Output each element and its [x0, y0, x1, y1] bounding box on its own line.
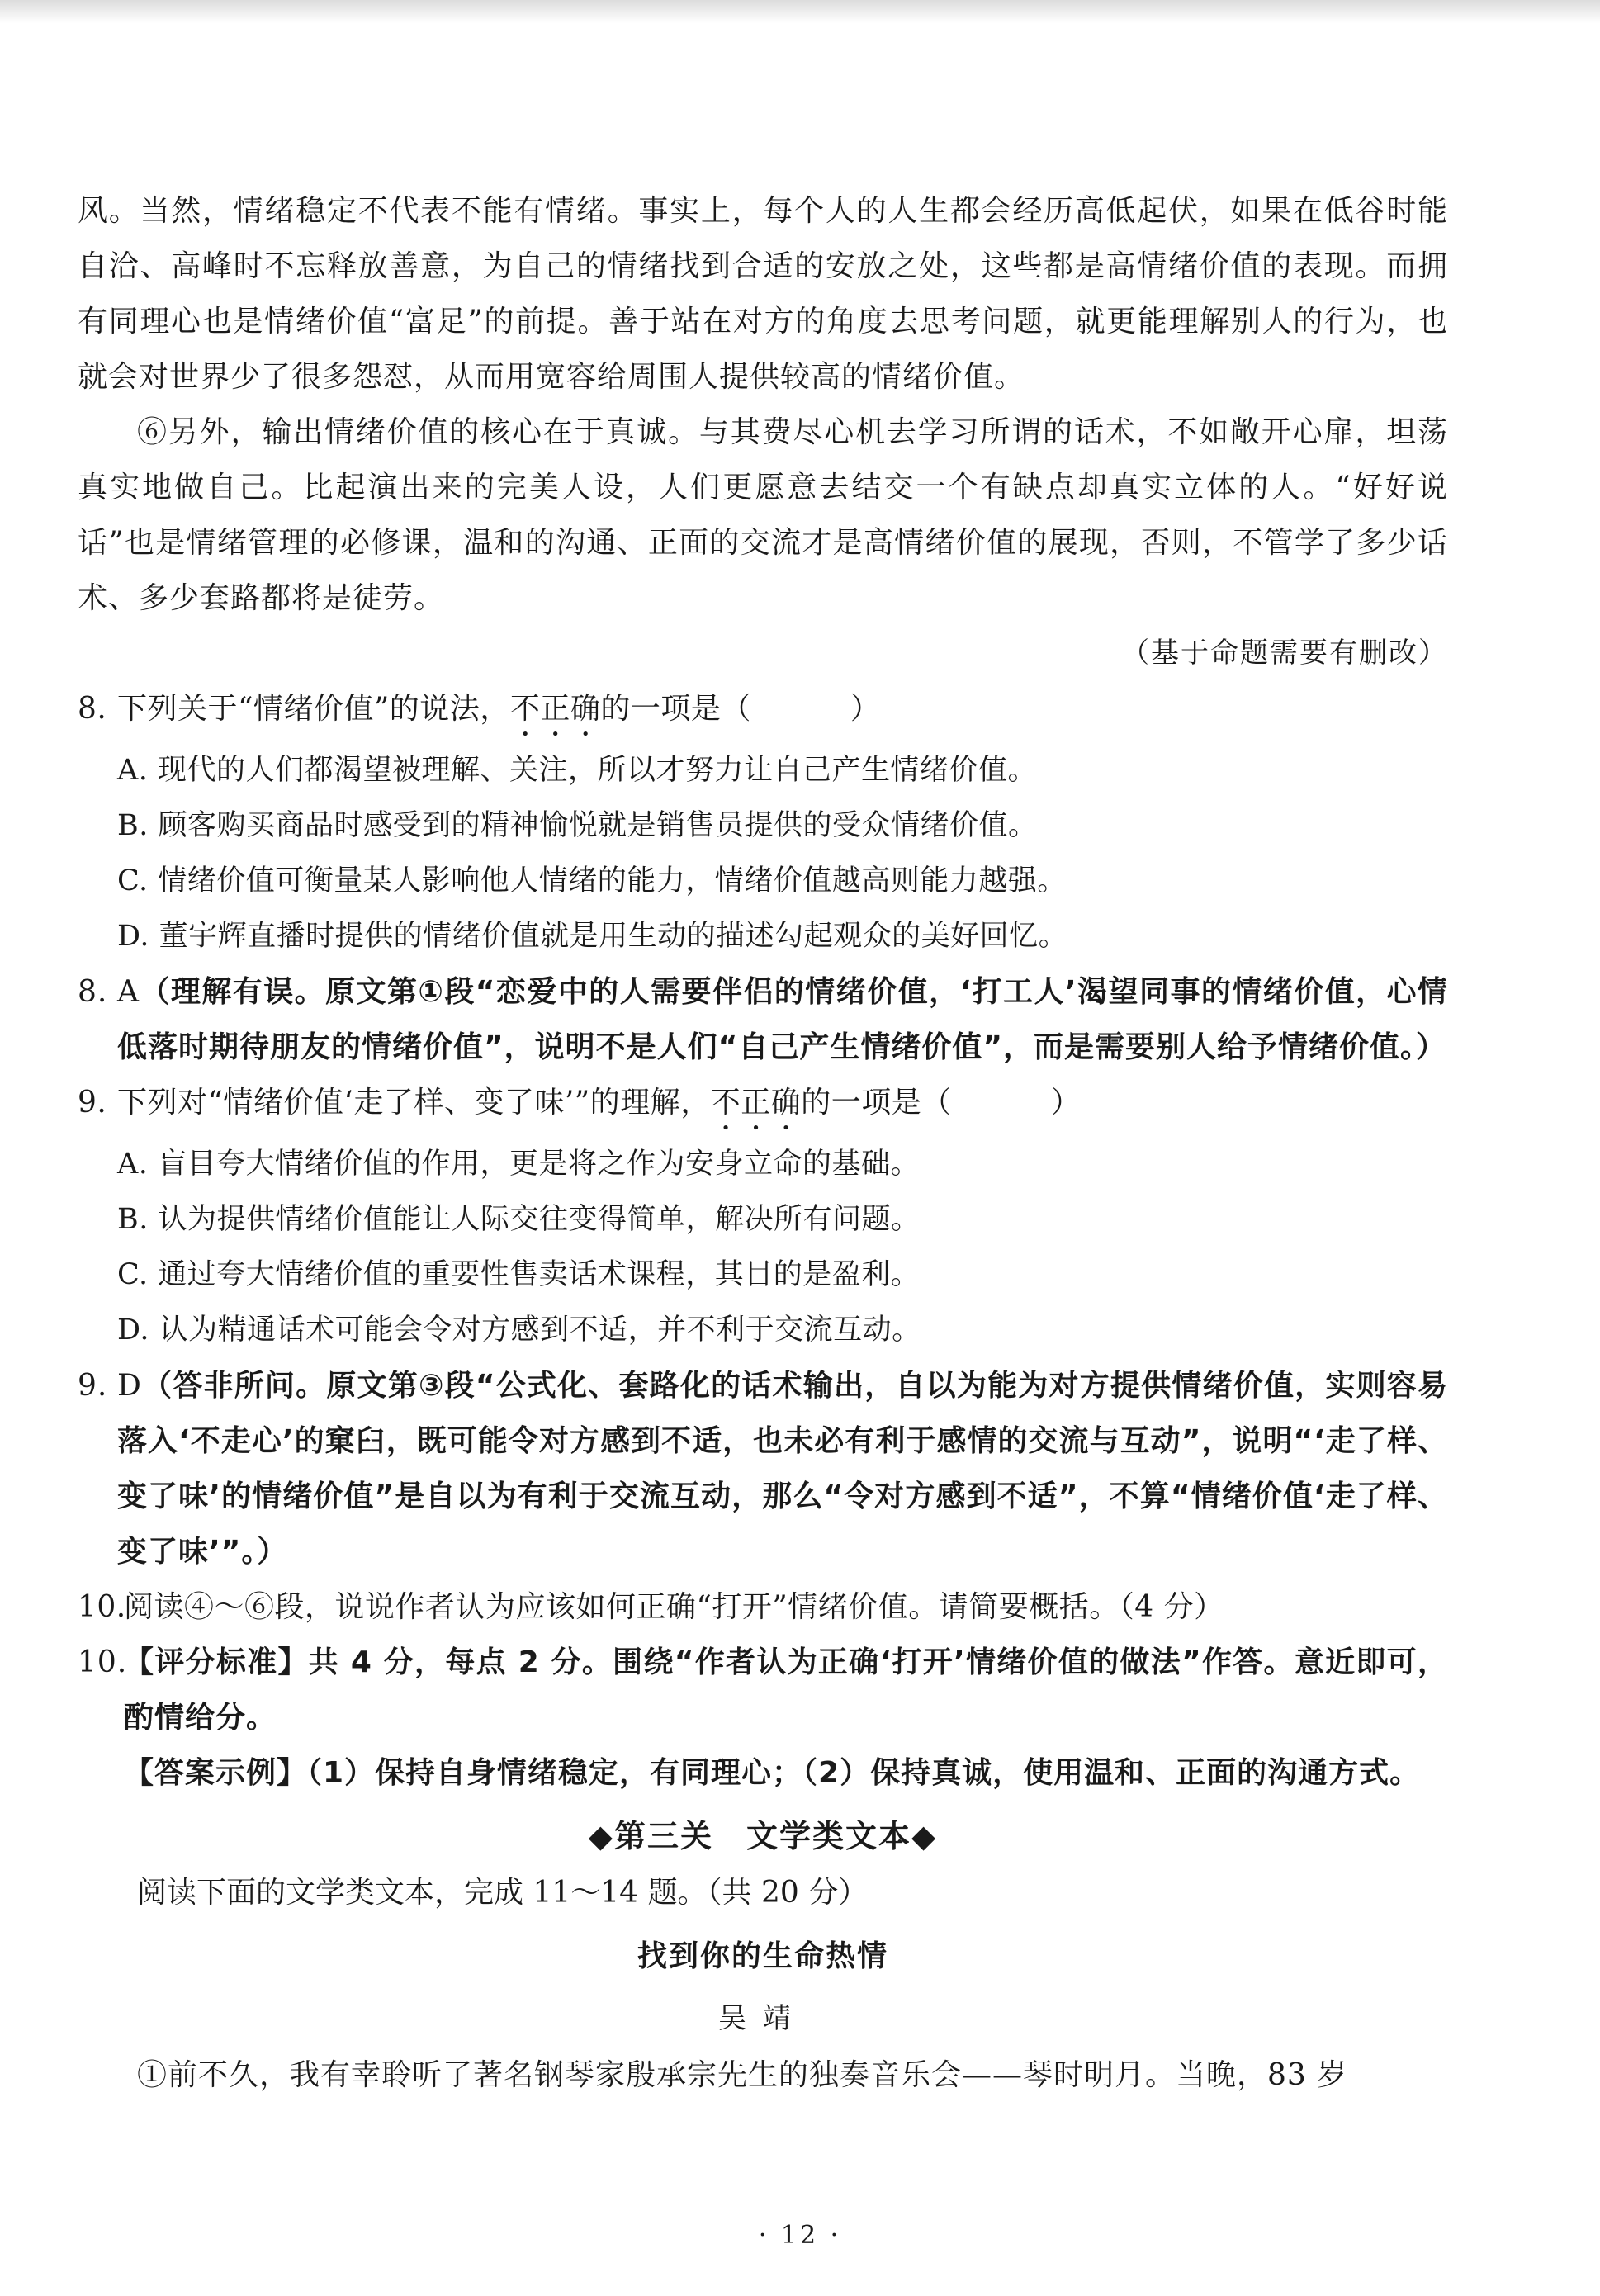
answer-text — [124, 1635, 1448, 1801]
answer-number: 9. — [78, 1369, 108, 1403]
page-number: · 12 · — [758, 2221, 842, 2250]
question-stem: 阅读④～⑥段，说说作者认为应该如何正确“打开”情绪价值。请简要概括。（4 分） — [124, 1590, 1224, 1624]
question-8 — [78, 681, 1448, 743]
question-number: 10. — [78, 1590, 126, 1624]
article-title: 找到你的生命热情 — [637, 1939, 888, 1973]
option-b: B. 顾客购买商品时感受到的精神愉悦就是销售员提供的受众情绪价值。 — [117, 809, 1038, 842]
option-a: A. 盲目夸大情绪价值的作用，更是将之作为安身立命的基础。 — [117, 1148, 921, 1181]
question-9 — [78, 1075, 1448, 1137]
scan-top-edge — [0, 0, 1600, 23]
answer-number: 8. — [78, 975, 108, 1009]
option-c: C. 情绪价值可衡量某人影响他人情绪的能力，情绪价值越高则能力越强。 — [117, 864, 1067, 897]
option-c: C. 通过夸大情绪价值的重要性售卖话术课程，其目的是盈利。 — [117, 1258, 921, 1291]
answer-8 — [78, 964, 1448, 1075]
answer-text: A（理解有误。原文第①段“恋爱中的人需要伴侣的情绪价值，‘打工人’渴望同事的情绪价值，心情低落时期待朋友的情绪价值”，说明不是人们“自己产生情绪价值”，而是需要别人给予情绪价值。） — [117, 975, 1448, 1064]
answer-number: 10. — [78, 1645, 128, 1679]
section-instruction: 阅读下面的文学类文本，完成 11～14 题。（共 20 分） — [137, 1876, 869, 1910]
answer-example: 【答案示例】（1）保持自身情绪稳定，有同理心；（2）保持真诚，使用温和、正面的沟通方式。 — [124, 1756, 1421, 1790]
question-10 — [78, 1579, 1448, 1635]
page-content — [78, 183, 1448, 2103]
answer-10 — [78, 1635, 1448, 1801]
option-d: D. 董宇辉直播时提供的情绪价值就是用生动的描述勾起观众的美好回忆。 — [117, 920, 1068, 953]
passage-paragraph-6: ⑥另外，输出情绪价值的核心在于真诚。与其费尽心机去学习所谓的话术，不如敞开心扉，坦荡真实地做自己。比起演出来的完美人设，人们更愿意去结交一个有缺点却真实立体的人。“好好说话”也是情绪管理的必修课，温和的沟通、正面的交流才是高情绪价值的展现，否则，不管学了多少话术、多少套路都将是徒劳。 — [78, 415, 1448, 615]
answer-text: D（答非所问。原文第③段“公式化、套路化的话术输出，自以为能为对方提供情绪价值，实则容易落入‘不走心’的窠臼，既可能令对方感到不适，也未必有利于感情的交流与互动”，说明“‘走了样、变了味’的情绪价值”是自以为有利于交流互动，那么“令对方感到不适”，不算“情绪价值‘走了样、变了味’”。） — [117, 1369, 1448, 1569]
emphasis-text: 不正确 — [710, 1086, 802, 1120]
source-note: （基于命题需要有删改） — [1121, 637, 1448, 670]
answer-9 — [78, 1358, 1448, 1579]
article-paragraph-1: ①前不久，我有幸聆听了著名钢琴家殷承宗先生的独奏音乐会——琴时明月。当晚，83 岁 — [137, 2058, 1348, 2092]
article-author: 吴靖 — [718, 2002, 807, 2035]
passage-paragraph-continued: 风。当然，情绪稳定不代表不能有情绪。事实上，每个人的人生都会经历高低起伏，如果在低谷时能自洽、高峰时不忘释放善意，为自己的情绪找到合适的安放之处，这些都是高情绪价值的表现。而拥有同理心也是情绪价值“富足”的前提。善于站在对方的角度去思考问题，就更能理解别人的行为，也就会对世界少了很多怨怼，从而用宽容给周围人提供较高的情绪价值。 — [78, 194, 1448, 394]
emphasis-text: 不正确 — [509, 692, 601, 726]
option-a: A. 现代的人们都渴望被理解、关注，所以才努力让自己产生情绪价值。 — [117, 754, 1038, 787]
option-d: D. 认为精通话术可能会令对方感到不适，并不利于交流互动。 — [117, 1314, 921, 1347]
scoring-criteria: 【评分标准】共 4 分，每点 2 分。围绕“作者认为正确‘打开’情绪价值的做法”作答。意近即可，酌情给分。 — [124, 1645, 1448, 1735]
section-title: ◆第三关 文学类文本◆ — [588, 1818, 938, 1854]
question-number: 8. — [78, 692, 107, 726]
question-stem: 下列关于“情绪价值”的说法，不正确的一项是（ ） — [117, 692, 881, 726]
question-stem: 下列对“情绪价值‘走了样、变了味’”的理解，不正确的一项是（ ） — [117, 1086, 1082, 1120]
question-number: 9. — [78, 1086, 107, 1120]
option-b: B. 认为提供情绪价值能让人际交往变得简单，解决所有问题。 — [117, 1203, 921, 1236]
